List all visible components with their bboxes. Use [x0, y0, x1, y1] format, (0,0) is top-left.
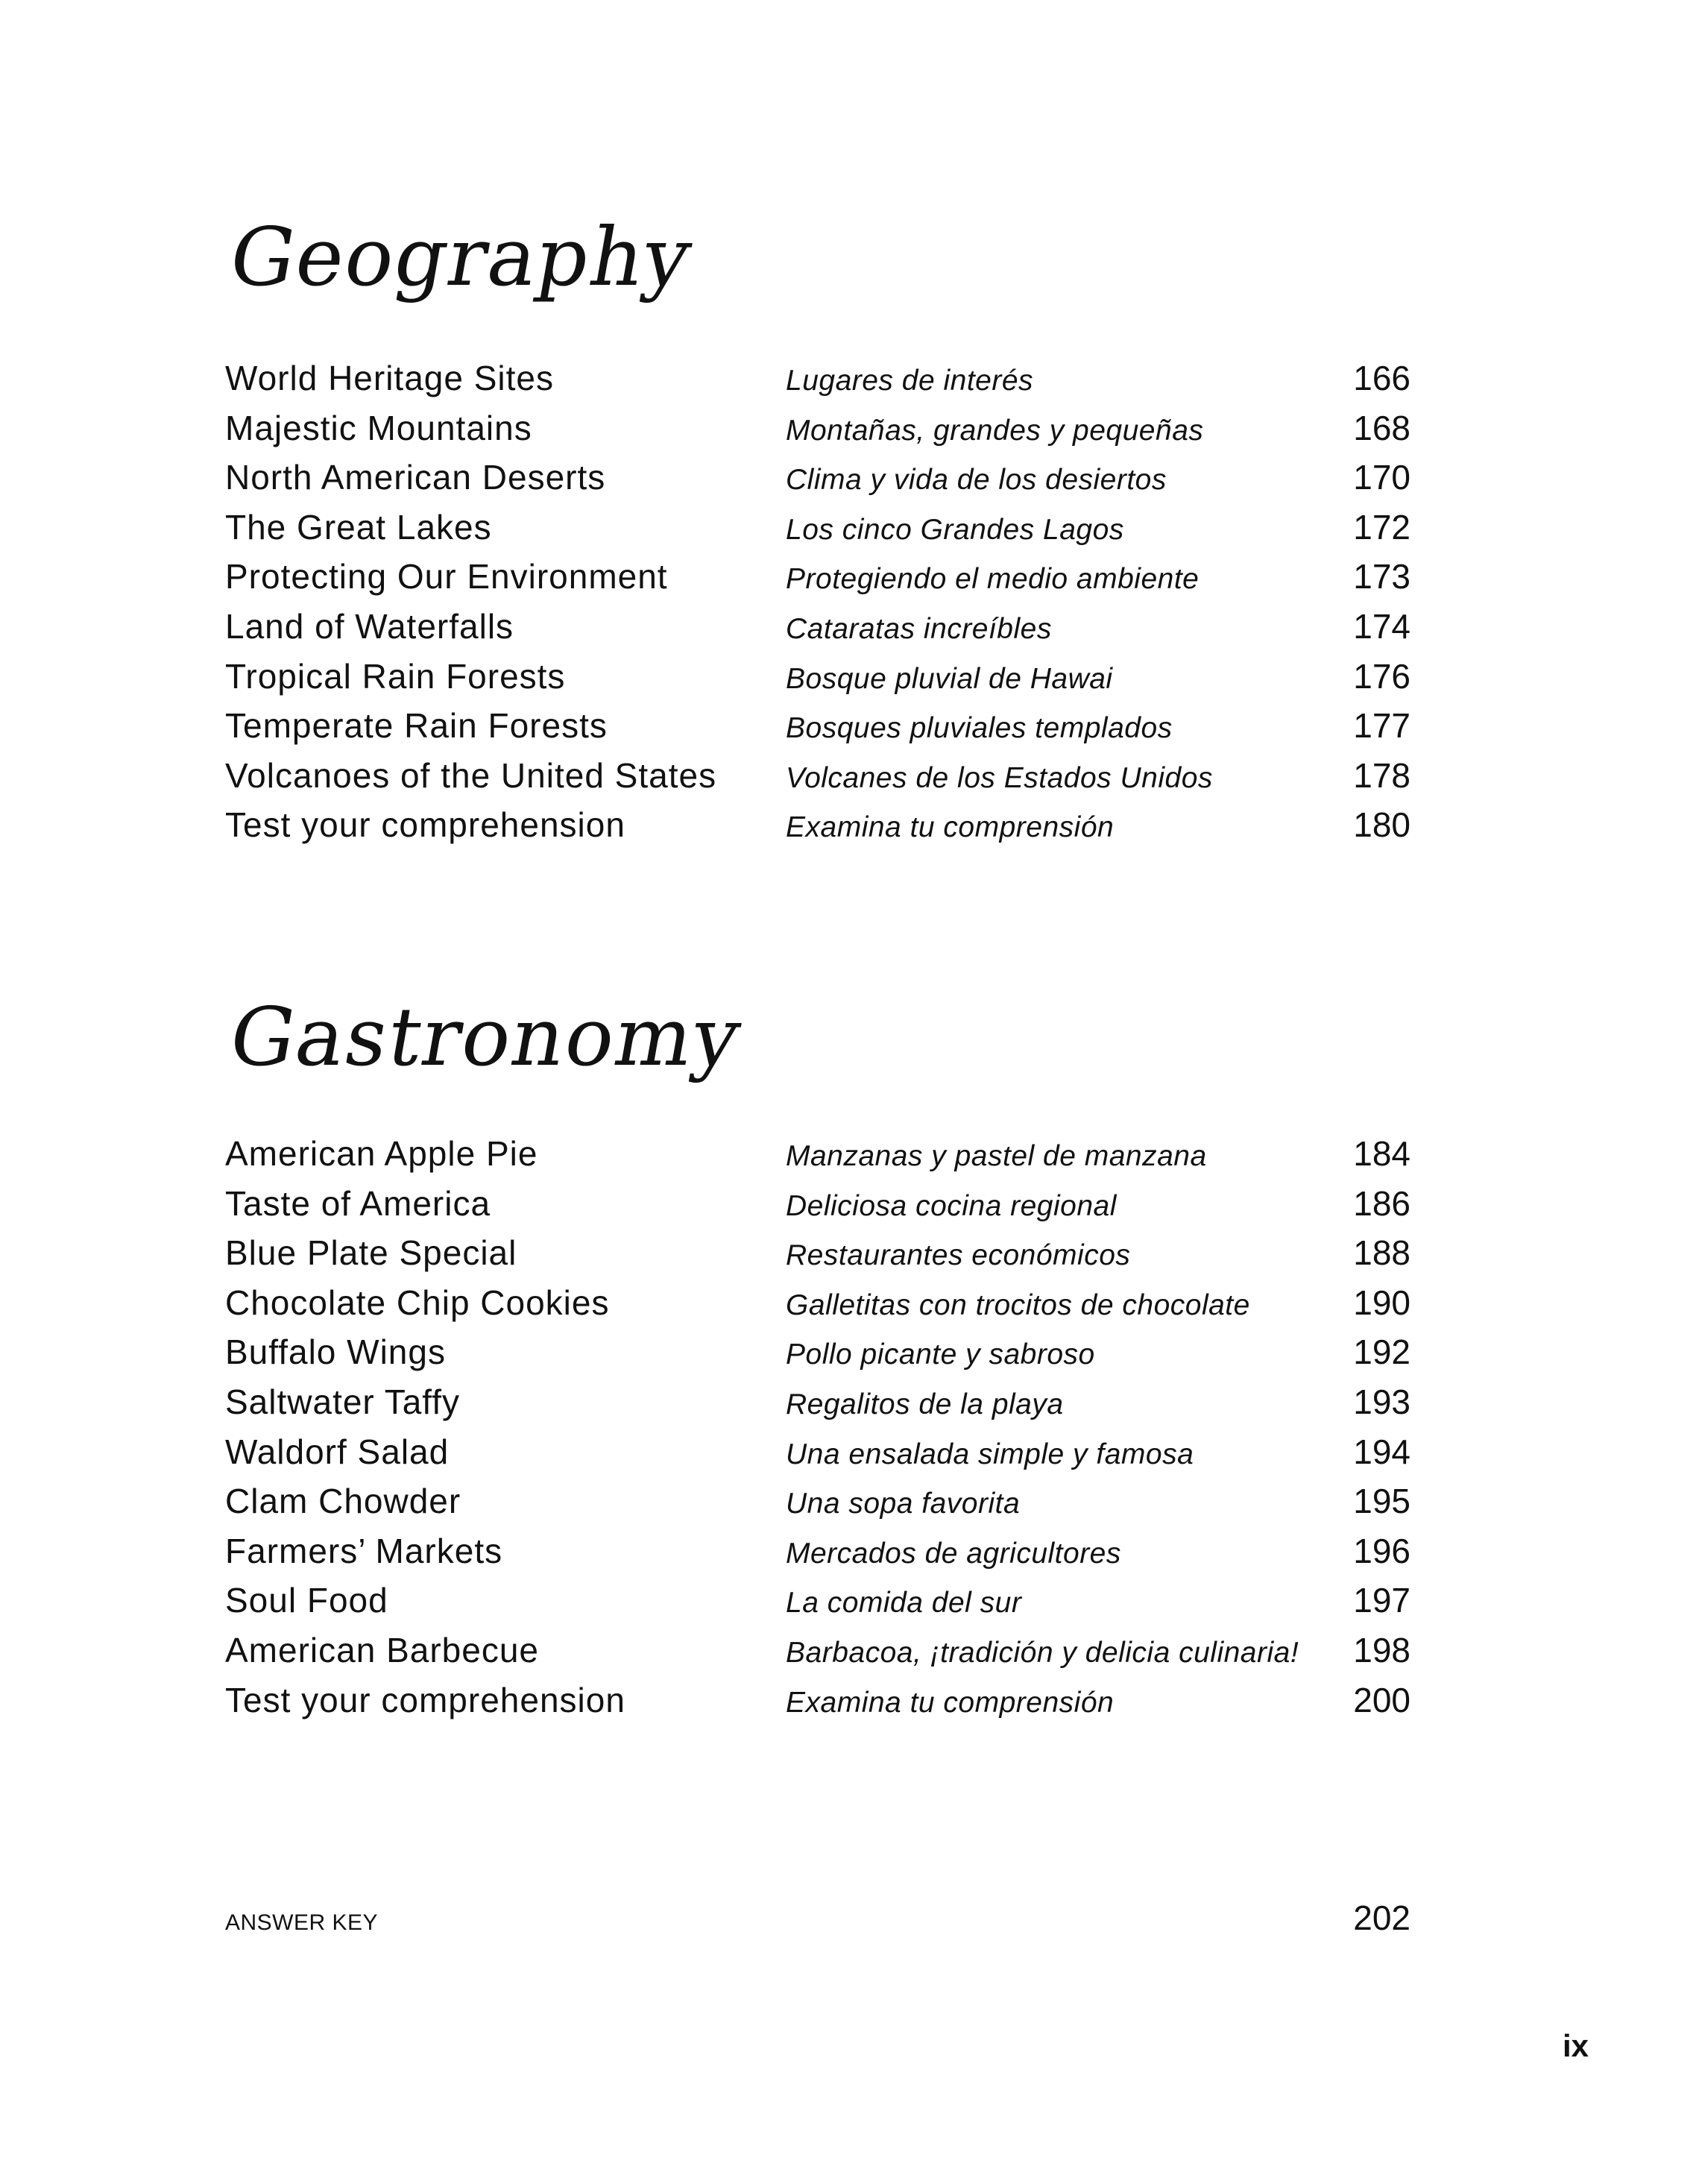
toc-entry-english: American Apple Pie [225, 1134, 538, 1173]
toc-entry-page: 200 [1353, 1680, 1410, 1719]
toc-entry-spanish: Bosque pluvial de Hawai [786, 662, 1113, 695]
toc-entry-page: 184 [1353, 1134, 1410, 1173]
section-title-geography: Geography [222, 211, 700, 304]
toc-entry-spanish: Bosques pluviales templados [786, 712, 1173, 745]
toc-entry[interactable] [225, 1382, 1410, 1432]
toc-entry[interactable] [225, 1183, 1410, 1233]
toc-entry-spanish: Protegiendo el medio ambiente [786, 563, 1200, 596]
toc-entry-spanish: Mercados de agricultores [786, 1537, 1121, 1570]
toc-entry-english: Soul Food [225, 1581, 388, 1620]
toc-entry-page: 170 [1353, 458, 1410, 497]
toc-entry-spanish: Examina tu comprensión [786, 811, 1115, 844]
toc-entry-english: Majestic Mountains [225, 408, 532, 447]
page-number: ix [1562, 2028, 1589, 2063]
toc-entry[interactable] [225, 556, 1410, 606]
toc-entry-page: 186 [1353, 1183, 1410, 1223]
toc-entry-page: 190 [1353, 1283, 1410, 1322]
toc-entry-english: Saltwater Taffy [225, 1382, 461, 1421]
toc-entry[interactable] [225, 656, 1410, 706]
toc-entry-english: Farmers’ Markets [225, 1531, 503, 1570]
toc-entry-english: The Great Lakes [225, 507, 492, 547]
toc-entry-spanish: Clima y vida de los desiertos [786, 464, 1167, 497]
toc-entry-spanish: Volcanes de los Estados Unidos [786, 761, 1213, 794]
toc-entry[interactable] [225, 358, 1410, 408]
toc-entry[interactable] [225, 1580, 1410, 1630]
toc-entry-page: 193 [1353, 1382, 1410, 1421]
toc-entry-page: 196 [1353, 1531, 1410, 1570]
toc-entry[interactable] [225, 507, 1410, 557]
toc-entry-page: 197 [1353, 1581, 1410, 1620]
toc-entry-page: 166 [1353, 359, 1410, 397]
toc-entry-page: 180 [1353, 805, 1410, 845]
toc-entry-page: 173 [1353, 557, 1410, 597]
toc-entry-page: 172 [1353, 507, 1410, 547]
toc-list-geography [225, 358, 1410, 855]
toc-entry-page: 192 [1353, 1332, 1410, 1372]
answer-key-page: 202 [1353, 1898, 1410, 1937]
toc-entry-english: Waldorf Salad [225, 1432, 450, 1471]
toc-entry-spanish: Barbacoa, ¡tradición y delicia culinaria! [786, 1636, 1299, 1669]
toc-entry-page: 178 [1353, 755, 1410, 795]
toc-entry-english: American Barbecue [225, 1630, 539, 1670]
toc-entry[interactable] [225, 408, 1410, 458]
toc-entry[interactable] [225, 1133, 1410, 1183]
toc-entry-spanish: Lugares de interés [786, 365, 1034, 397]
toc-entry-english: North American Deserts [225, 458, 606, 497]
toc-entry-spanish: Manzanas y pastel de manzana [786, 1140, 1207, 1172]
toc-entry-page: 198 [1353, 1630, 1410, 1670]
toc-entry-english: Taste of America [225, 1183, 491, 1223]
toc-entry-english: Volcanoes of the United States [225, 755, 717, 795]
toc-entry[interactable] [225, 606, 1410, 656]
toc-entry-english: Protecting Our Environment [225, 557, 668, 597]
toc-entry[interactable] [225, 1531, 1410, 1581]
toc-entry[interactable] [225, 1432, 1410, 1482]
toc-entry-page: 168 [1353, 408, 1410, 447]
toc-entry-spanish: Regalitos de la playa [786, 1388, 1064, 1420]
toc-entry-page: 177 [1353, 706, 1410, 746]
toc-entry-page: 174 [1353, 606, 1410, 646]
toc-entry-english: Blue Plate Special [225, 1233, 517, 1273]
toc-entry-english: Tropical Rain Forests [225, 656, 566, 696]
answer-key-entry[interactable] [225, 1898, 1410, 1938]
toc-entry-english: Clam Chowder [225, 1482, 461, 1521]
toc-entry-spanish: Examina tu comprensión [786, 1686, 1115, 1719]
toc-entry-spanish: Una sopa favorita [786, 1488, 1021, 1520]
toc-entry-page: 194 [1353, 1432, 1410, 1471]
toc-entry-spanish: Pollo picante y sabroso [786, 1338, 1095, 1371]
toc-entry[interactable] [225, 1630, 1410, 1680]
toc-entry-english: Chocolate Chip Cookies [225, 1283, 610, 1322]
toc-entry-spanish: Los cinco Grandes Lagos [786, 513, 1124, 546]
toc-entry-page: 195 [1353, 1482, 1410, 1521]
toc-entry-english: Land of Waterfalls [225, 606, 514, 646]
section-title-gastronomy: Gastronomy [222, 991, 749, 1084]
toc-entry[interactable] [225, 755, 1410, 805]
toc-entry-english: Buffalo Wings [225, 1332, 446, 1372]
toc-entry-spanish: Una ensalada simple y famosa [786, 1438, 1194, 1470]
toc-entry[interactable] [225, 457, 1410, 507]
toc-entry[interactable] [225, 805, 1410, 855]
answer-key-label: ANSWER KEY [225, 1910, 379, 1935]
toc-entry-spanish: Montañas, grandes y pequeñas [786, 414, 1204, 447]
toc-entry-english: Test your comprehension [225, 1680, 625, 1719]
toc-entry-spanish: Deliciosa cocina regional [786, 1189, 1117, 1222]
toc-entry-spanish: Cataratas increíbles [786, 612, 1052, 645]
toc-entry[interactable] [225, 1233, 1410, 1283]
toc-entry-english: Temperate Rain Forests [225, 706, 608, 746]
toc-entry-page: 188 [1353, 1233, 1410, 1273]
toc-entry-spanish: La comida del sur [786, 1587, 1022, 1620]
toc-entry[interactable] [225, 1332, 1410, 1382]
toc-entry-spanish: Restaurantes económicos [786, 1239, 1131, 1272]
toc-entry[interactable] [225, 1481, 1410, 1531]
toc-entry-english: World Heritage Sites [225, 359, 554, 397]
toc-entry-english: Test your comprehension [225, 805, 625, 845]
toc-entry[interactable] [225, 1283, 1410, 1332]
toc-entry[interactable] [225, 705, 1410, 755]
toc-list-gastronomy [225, 1133, 1410, 1729]
toc-entry[interactable] [225, 1680, 1410, 1730]
toc-entry-spanish: Galletitas con trocitos de chocolate [786, 1288, 1250, 1321]
toc-entry-page: 176 [1353, 656, 1410, 696]
